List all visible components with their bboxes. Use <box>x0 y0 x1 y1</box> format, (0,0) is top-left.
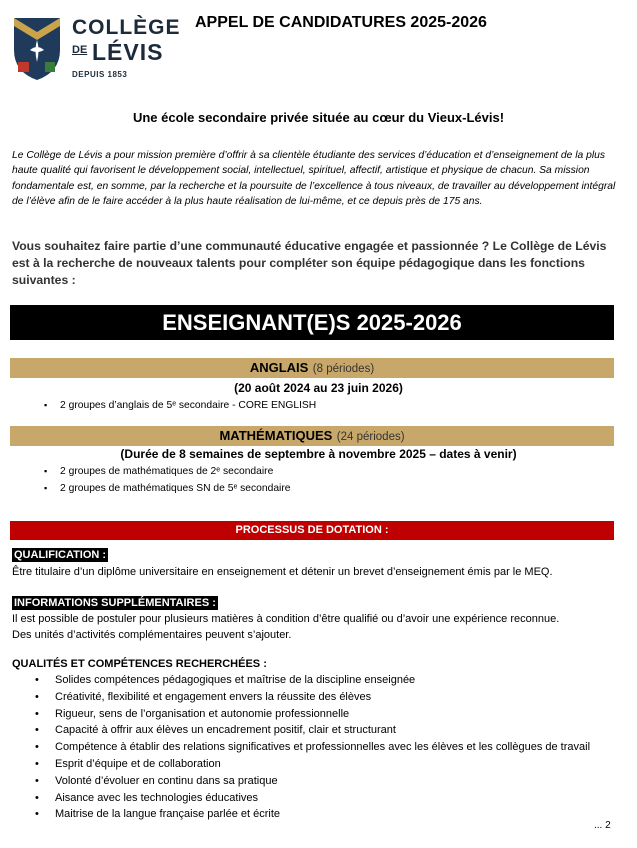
logo-levis-text: LÉVIS <box>92 39 164 65</box>
list-item: • Aisance avec les technologies éducatives <box>55 790 590 807</box>
list-item: • Esprit d’équipe et de collaboration <box>55 756 590 773</box>
logo-college-text: COLLÈGE <box>72 16 181 39</box>
list-item: ▪ 2 groupes de mathématiques SN de 5ᵉ secondaire <box>60 480 291 497</box>
crest-icon <box>10 10 64 82</box>
info-label: INFORMATIONS SUPPLÉMENTAIRES : <box>14 597 216 609</box>
list-item: • Rigueur, sens de l’organisation et autonomie professionnelle <box>55 706 590 723</box>
qualities-list <box>55 672 590 823</box>
qualities-title: QUALITÉS ET COMPÉTENCES RECHERCHÉES : <box>12 658 267 670</box>
section-bar-mathematiques <box>10 426 614 446</box>
section-bar-anglais <box>10 358 614 378</box>
qualification-label: QUALIFICATION : <box>14 549 107 561</box>
list-item: • Capacité à offrir aux élèves un encadrement positif, clair et structurant <box>55 722 590 739</box>
page-indicator: ... 2 <box>594 820 611 831</box>
logo-since-text: DEPUIS 1853 <box>72 70 128 79</box>
intro-paragraph: Vous souhaitez faire partie d’une communauté éducative engagée et passionnée ? Le Collège de Lévis est à la recherche de nouveaux talents pour compléter son équipe pédagogique dans les fonctions suivantes : <box>12 239 607 287</box>
qualification-text: Être titulaire d’un diplôme universitaire en enseignement et détenir un brevet d’enseignement émis par le MEQ. <box>12 566 553 578</box>
section-dates: (Durée de 8 semaines de septembre à novembre 2025 – dates à venir) <box>120 447 517 461</box>
college-logo <box>10 10 181 82</box>
section-name: ANGLAIS <box>249 360 309 375</box>
section-name: MATHÉMATIQUES <box>219 428 333 443</box>
list-item: ▪ 2 groupes d’anglais de 5ᵉ secondaire - CORE ENGLISH <box>60 397 316 414</box>
info-line-1: Il est possible de postuler pour plusieurs matières à condition d’être qualifié ou d’avoir une expérience reconnue. <box>12 613 560 625</box>
section-items-anglais <box>60 397 316 414</box>
section-periods: (8 périodes) <box>312 363 375 375</box>
list-item: • Solides compétences pédagogiques et maîtrise de la discipline enseignée <box>55 672 590 689</box>
list-item: • Maitrise de la langue française parlée et écrite <box>55 806 590 823</box>
list-item: • Créativité, flexibilité et engagement envers la réussite des élèves <box>55 689 590 706</box>
process-title-bar: PROCESSUS DE DOTATION : <box>10 521 614 540</box>
section-dates: (20 août 2024 au 23 juin 2026) <box>234 381 403 395</box>
list-item: • Compétence à établir des relations significatives et professionnelles avec les élèves et les collègues de travail <box>55 739 590 756</box>
positions-banner: ENSEIGNANT(E)S 2025-2026 <box>10 305 614 340</box>
list-item: • Volonté d’évoluer en continu dans sa pratique <box>55 773 590 790</box>
info-line-2: Des unités d’activités complémentaires peuvent s’ajouter. <box>12 629 292 641</box>
section-periods: (24 périodes) <box>336 431 405 443</box>
logo-de-text: DE <box>72 44 88 56</box>
list-item: ▪ 2 groupes de mathématiques de 2ᵉ secondaire <box>60 463 291 480</box>
page-title: APPEL DE CANDIDATURES 2025-2026 <box>195 14 487 31</box>
subtitle: Une école secondaire privée située au cœur du Vieux-Lévis! <box>132 110 505 125</box>
section-items-mathematiques <box>60 463 291 497</box>
mission-paragraph: Le Collège de Lévis a pour mission première d’offrir à sa clientèle étudiante des services d’éducation et d’enseignement de la plus haute qualité qui favorisent le développement social, intellectuel, spirituel, affectif, artistique et physique de chacun. Sa mission fondamentale est, en somme, par la recherche et la poursuite de l’excellence à tous niveaux, de travailler au développement intégral de l’élève afin de le faire accéder à la plus haute réalisation de lui-même, et ce depuis près de 175 ans. <box>12 150 616 207</box>
